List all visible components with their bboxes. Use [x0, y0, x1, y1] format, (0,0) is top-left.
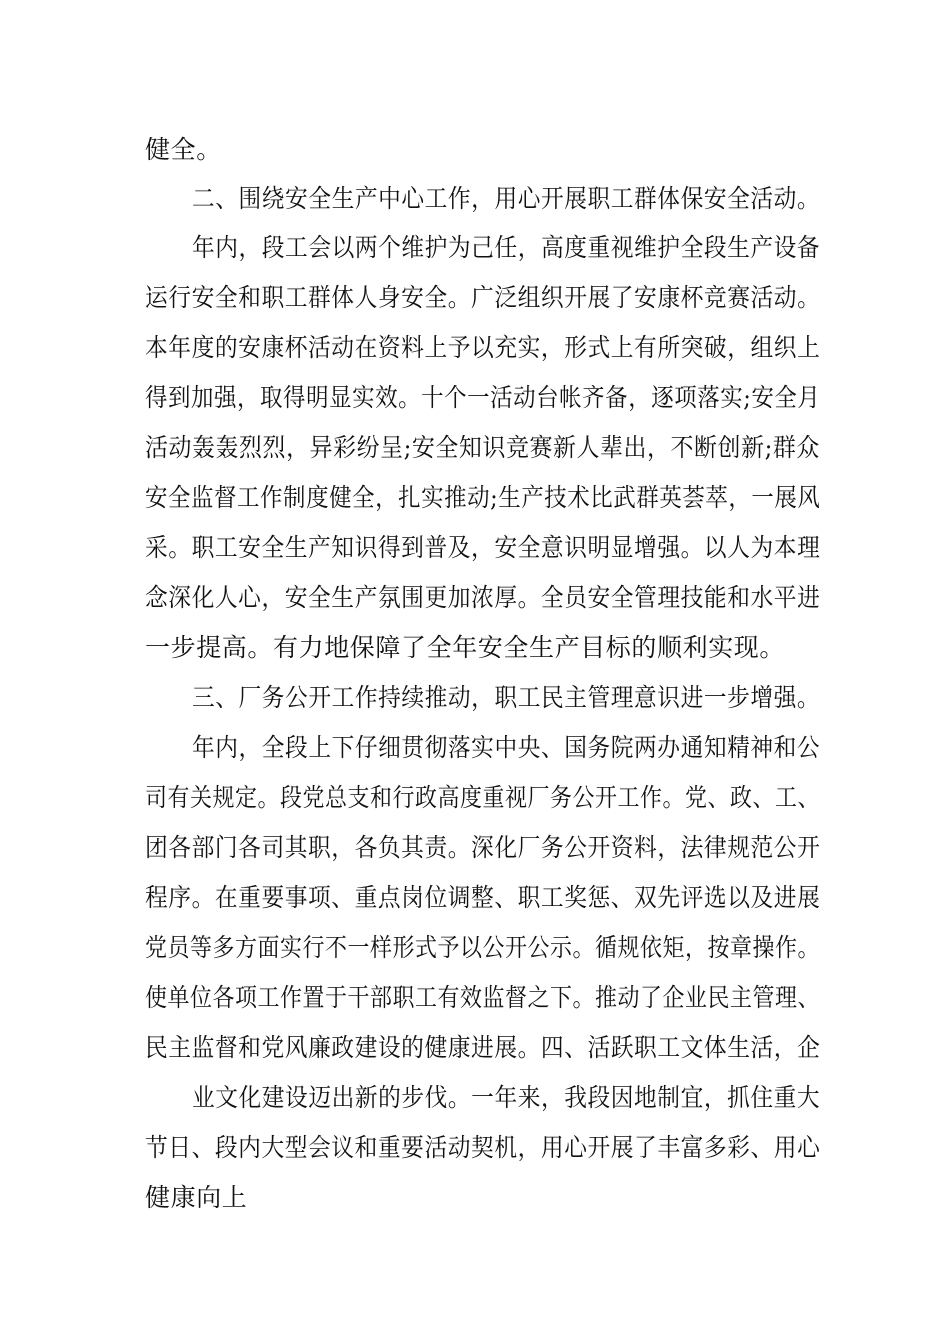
text-line: 本年度的安康杯活动在资料上予以充实，形式上有所突破，组织上 [145, 333, 821, 362]
text-line: 年内，段工会以两个维护为己任，高度重视维护全段生产设备 [192, 233, 821, 262]
text-line: 念深化人心，安全生产氛围更加浓厚。全员安全管理技能和水平进 [145, 583, 821, 612]
text-line: 年内，全段上下仔细贯彻落实中央、国务院两办通知精神和公 [192, 733, 821, 762]
text-line: 党员等多方面实行不一样形式予以公开公示。循规依矩，按章操作。 [145, 933, 821, 962]
text-line: 采。职工安全生产知识得到普及，安全意识明显增强。以人为本理 [145, 533, 821, 562]
section-heading: 三、厂务公开工作持续推动，职工民主管理意识进一步增强。 [192, 683, 821, 712]
text-line: 节日、段内大型会议和重要活动契机，用心开展了丰富多彩、用心 [145, 1133, 821, 1162]
text-line: 健康向上 [145, 1183, 248, 1212]
text-line: 一步提高。有力地保障了全年安全生产目标的顺利实现。 [145, 633, 786, 662]
text-line: 安全监督工作制度健全，扎实推动;生产技术比武群英荟萃，一展风 [145, 483, 821, 512]
text-line: 民主监督和党风廉政建设的健康进展。四、活跃职工文体生活，企 [145, 1033, 821, 1062]
text-line: 运行安全和职工群体人身安全。广泛组织开展了安康杯竞赛活动。 [145, 283, 821, 312]
text-line: 使单位各项工作置于干部职工有效监督之下。推动了企业民主管理、 [145, 983, 821, 1012]
text-line: 活动轰轰烈烈，异彩纷呈;安全知识竞赛新人辈出，不断创新;群众 [145, 433, 820, 462]
text-line: 司有关规定。段党总支和行政高度重视厂务公开工作。党、政、工、 [145, 783, 821, 812]
text-line: 得到加强，取得明显实效。十个一活动台帐齐备，逐项落实;安全月 [145, 383, 821, 412]
text-line: 团各部门各司其职，各负其责。深化厂务公开资料，法律规范公开 [145, 833, 821, 862]
text-line: 程序。在重要事项、重点岗位调整、职工奖惩、双先评选以及进展 [145, 883, 821, 912]
text-line: 业文化建设迈出新的步伐。一年来，我段因地制宜，抓住重大 [192, 1083, 821, 1112]
text-line: 健全。 [145, 135, 222, 164]
section-heading: 二、围绕安全生产中心工作，用心开展职工群体保安全活动。 [192, 184, 821, 213]
